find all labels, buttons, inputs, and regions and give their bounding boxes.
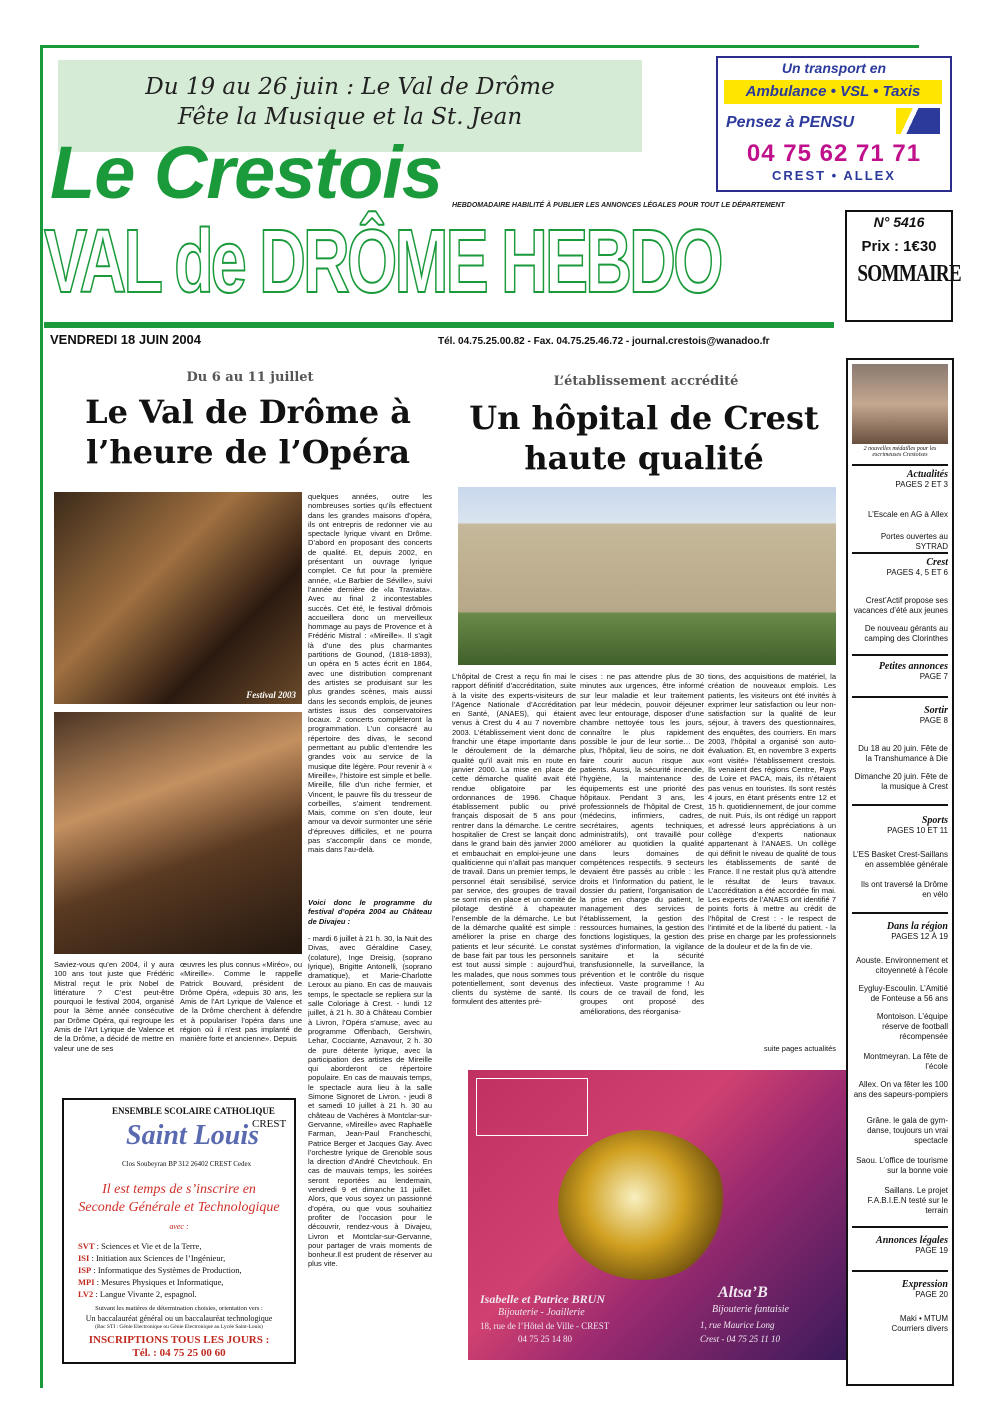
ad-right-name: Altsa’B	[718, 1284, 768, 1301]
article2-col1: L’hôpital de Crest a reçu fin mai le rapport définitif d’accréditation, suite à la visite des experts-visiteurs de l’Agence Nationale d’Accréditation en Santé, (ANAES), qui étaient venus à Crest du 4 au 7 novembre 2003. L’établissement vient donc de franchir une étape importante dans le déroulement de la démarche qualité qu’il avait mis en route en janvier 2000. La mise en place de cette démarche qualité avait été rendue obligatoire par les ordonnances de 1996. Chaque établissement public ou privé français disposait de 5 ans pour rentrer dans la démarche. Le centre hospitalier de Crest se lançait donc dans le grand bain dès janvier 2000 et embauchait en emploi-jeune une qualiticienne qui n’allait pas manquer de travail. Dans un premier temps, le personnel était sensibilisé, service par service, des groupes de travail se sont mis en place et un comité de pilotage destiné à chapeauter l’ensemble de la démarche. Le but de la démarche qualité est simple : améliorer la prise en charge des patients et leur sécurité. Le constat de base fait par tous les personnels est tout aussi simple : aujourd’hui, les malades, que nous sommes tous potentiellement, sont devenus des clients du système de santé. Ils formulent des attentes pré-	[452, 672, 576, 1007]
issue-box	[845, 210, 961, 322]
ad-left-type: Bijouterie - Joaillerie	[498, 1307, 585, 1318]
sidebar-item-petites-annonces[interactable]: Petites annonces PAGE 7	[878, 661, 948, 681]
article2-kicker: L’établissement accrédité	[553, 374, 739, 389]
list-item: MPI : Mesures Physiques et Informatique,	[78, 1277, 224, 1287]
list-item: SVT : Sciences et Vie et de la Terre,	[78, 1241, 202, 1251]
sidebar-item-sortir[interactable]: Sortir PAGE 8	[919, 705, 948, 725]
banner-line1: Du 19 au 26 juin : Le Val de Drôme	[145, 74, 555, 100]
ad-left-phone: 04 75 25 14 80	[518, 1334, 572, 1344]
ad-right-type: Bijouterie fantaisie	[712, 1304, 789, 1315]
list-item[interactable]: De nouveau gérants au camping des Clorinthes	[864, 624, 948, 643]
list-item[interactable]: Montoison. L’équipe réserve de football récompensée	[876, 1012, 948, 1041]
school-ad-line1: ENSEMBLE SCOLAIRE CATHOLIQUE	[112, 1106, 275, 1116]
list-item[interactable]: Saou. L’office de tourisme sur la bonne voie	[856, 1156, 948, 1175]
list-item[interactable]: L’Escale en AG à Allex	[867, 510, 948, 519]
sidebar-item-annonces-legales[interactable]: Annonces légales PAGE 19	[876, 1235, 948, 1255]
article2-col3: tions, des acquisitions de matériel, la création de nouveaux emplois. Les patients, les visiteurs ont été invités à exprimer leur satisfaction ou leur non-satisfaction sur la qualité de leur séjour, à travers des questionnaires, des enquêtes, des courriers. En mars 2003, l’hôpital a organisé son auto-évaluation. Et, en novembre 3 experts «ont visité» l’établissement crestois. Ils venaient des régions Centre, Pays de Loire et PACA, mais, ils n’étaient pas venus en touristes. Ils sont restés 4 jours, en étant présents entre 12 et 15 h. quotidiennement, de jour comme de nuit. Puis, ils ont rédigé un rapport et adressé leurs appréciations à un collège d’experts nationaux appartenant à l’ANAES. Un collège qui définit le niveau de qualité de tous les établissements de santé de France. Il ne restait plus qu’à attendre le résultat de leurs travaux. L’accréditation a été accordée fin mai. Les experts de l’ANAES ont identifié 7 points forts à mettre au crédit de l’hôpital de Crest : - le respect de l’intimité et de la liberté du patient. - la prise en charge par les professionnels de la douleur et de la fin de vie.	[708, 672, 836, 951]
ad-right-phone: Crest - 04 75 25 11 10	[700, 1334, 780, 1344]
list-item[interactable]: Grâne. le gala de gym-danse, toujours un vrai spectacle	[866, 1116, 948, 1145]
school-ad-headline1: Il est temps de s’inscrire en	[102, 1182, 256, 1197]
list-item[interactable]: Portes ouvertes au SYTRAD	[880, 532, 948, 551]
divider	[852, 654, 948, 656]
opera-photo-caption: Festival 2003	[246, 690, 296, 700]
banner-line2: Fête la Musique et la St. Jean	[177, 104, 523, 130]
divider	[852, 1270, 948, 1272]
article1-headline-line2: l’heure de l’Opéra	[86, 433, 410, 471]
issue-number: N° 5416	[873, 214, 925, 230]
school-ad-town: CREST	[252, 1118, 287, 1130]
list-item[interactable]: Allex. On va fêter les 100 ans des sapeurs-pompiers	[853, 1080, 948, 1099]
school-ad-list	[78, 1240, 242, 1300]
school-ad-headline2: Seconde Générale et Technologique	[78, 1200, 280, 1215]
list-item[interactable]: Ils ont traversé la Drôme en vélo	[860, 880, 948, 899]
list-item[interactable]: Maki • MTUM Courriers divers	[891, 1314, 948, 1333]
list-item[interactable]: Du 18 au 20 juin. Fête de la Transhumance à Die	[858, 744, 948, 763]
article2-headline[interactable]	[448, 398, 840, 478]
opera-photo-1	[54, 492, 302, 704]
transport-ad-phone: 04 75 62 71 71	[746, 140, 922, 167]
article2-headline-line2: haute qualité	[524, 439, 764, 477]
sidebar-item-crest[interactable]: Crest PAGES 4, 5 ET 6	[886, 557, 948, 577]
list-item[interactable]: L’ES Basket Crest-Saillans en assemblée générale	[852, 850, 948, 869]
divider	[852, 696, 948, 698]
issue-price: Prix : 1€30	[861, 238, 937, 255]
list-item[interactable]: Crest’Actif propose ses vacances d’été aux jeunes	[853, 596, 948, 615]
list-item[interactable]: Eygluy-Escoulin. L’Amitié de Fonteuse a 56 ans	[858, 984, 948, 1003]
ring-icon	[558, 1130, 728, 1280]
list-item[interactable]: Aouste. Environnement et citoyenneté à l’école	[855, 956, 948, 975]
divider	[852, 464, 948, 466]
article1-kicker: Du 6 au 11 juillet	[186, 370, 314, 385]
hospital-photo	[458, 487, 836, 665]
transport-ad-line2: Ambulance • VSL • Taxis	[724, 80, 942, 104]
sidebar-item-sports[interactable]: Sports PAGES 10 ET 11	[887, 815, 948, 835]
article1-col3: quelques années, outre les nombreuses sorties qu’ils effectuent dans les grandes maisons d’opéra, ils ont entrepris de redonner vie au spectacle lyrique vivant en Drôme. D’abord en proposant des concerts de qualité. Et, depuis 2002, en présentant un ouvrage lyrique complet. Ce fut pour la première année, «Le Barbier de Séville», suivi l’année dernière de «la Traviata». Avec au final 2 incontestables succès. Cet été, le festival drômois accueillera donc un merveilleux hommage au pays de Provence et à Frédéric Mistral : «Mireille». Il s’agit là d’une des plus charmantes partitions de Gounod, (1818-1893), un opéra en 5 actes écrit en 1864, avec une distribution comprenant des artistes se produisant sur les plus grandes scènes, mais aussi dans les seconds emplois, de jeunes artistes issus des conservatoires locaux. 2 concerts compléteront la programmation. L’un consacré au répertoire des divas, le second permettant au public d’entendre les grandes voix au service de la musique dite légère. Pour revenir à « Mireille», l’histoire est simple et belle. Mireille, fille d’un riche fermier, et Vincent, le pauvre fils du tresseur de corbeilles, s’aiment tendrement. Mais, comme on s’en doute, leur amour va devoir surmonter une série d’épreuves difficiles, et ne pourra pas s’accomplir dans ce monde, mais dans l’au-delà.	[308, 492, 432, 855]
sidebar-item-region[interactable]: Dans la région PAGES 12 À 19	[886, 921, 948, 941]
list-item: LV2 : Langue Vivante 2, espagnol.	[78, 1289, 197, 1299]
school-ad-name: Saint Louis	[126, 1120, 260, 1151]
transport-ad-towns: CREST • ALLEX	[772, 168, 896, 183]
ad-right-address: 1, rue Maurice Long	[700, 1320, 775, 1330]
masthead-title: Le Crestois	[50, 131, 443, 214]
list-item[interactable]: Montmeyran. La fête de l’école	[863, 1052, 948, 1071]
sommaire-sidebar	[846, 358, 954, 1386]
divider	[852, 552, 948, 554]
opera-photo-2	[54, 712, 302, 954]
school-ad-phone: Tél. : 04 75 25 00 60	[132, 1347, 226, 1359]
header-divider	[44, 322, 834, 328]
school-ad-bac-detail: (Bac STI : Génie Electronique ou Génie Electronique au Lycée Saint-Louis)	[95, 1324, 263, 1330]
ad-inset-frame	[476, 1078, 588, 1136]
masthead-subtitle: VAL de DRÔME HEBDO	[44, 212, 721, 312]
article2-more[interactable]: suite pages actualités	[763, 1044, 836, 1053]
article1-headline-line1: Le Val de Drôme à	[85, 393, 411, 431]
article1-headline[interactable]	[52, 392, 444, 472]
transport-ad[interactable]	[716, 56, 952, 192]
stripes-logo-icon	[896, 108, 940, 134]
transport-ad-line1: Un transport en	[781, 60, 887, 76]
programme-title: Voici donc le programme du festival d’opéra 2004 au Château de Divajeu :	[308, 898, 432, 926]
school-ad-inscriptions: INSCRIPTIONS TOUS LES JOURS :	[88, 1334, 270, 1346]
school-ad-note: Suivant les matières de détermination choisies, orientation vers :	[95, 1305, 263, 1312]
school-ad-address: Clos Soubeyran BP 312 26402 CREST Cedex	[122, 1160, 252, 1168]
divider	[852, 1226, 948, 1228]
ad-left-address: 18, rue de l’Hôtel de Ville - CREST	[480, 1321, 610, 1331]
dateline: VENDREDI 18 JUIN 2004	[50, 332, 202, 347]
school-ad[interactable]	[62, 1098, 296, 1364]
divider	[852, 912, 948, 914]
list-item[interactable]: Saillans. Le projet F.A.B.I.E.N testé sur le terrain	[867, 1186, 948, 1215]
article1-col1: Saviez-vous qu’en 2004, il y aura 100 ans tout juste que Frédéric Mistral reçut le prix Nobel de littérature ? C’est peut-être pourquoi le festival 2004, organisé pour la 3ème année consécutive par Drôme Opéra, qui regroupe les Amis de l’Art Lyrique de Valence et de la Drôme, a décidé de mettre en valeur une de ses	[54, 960, 174, 1053]
school-ad-bac: Un baccalauréat général ou un baccalauréat technologique	[85, 1314, 273, 1323]
list-item[interactable]: Dimanche 20 juin. Fête de la musique à Crest	[854, 772, 948, 791]
sidebar-item-expression[interactable]: Expression PAGE 20	[901, 1279, 948, 1299]
sidebar-item-actualites[interactable]: Actualités PAGES 2 ET 3	[895, 469, 948, 489]
ad-left-name: Isabelle et Patrice BRUN	[480, 1292, 605, 1306]
article2-headline-line1: Un hôpital de Crest	[469, 399, 819, 437]
list-item: ISI : Initiation aux Sciences de l’Ingénieur,	[78, 1253, 226, 1263]
article1-col2: œuvres les plus connus «Miréo», ou «Mireille». Comme le rappelle Patrick Bouvard, président de Drôme Opéra, «depuis 30 ans, les Amis de l’Art Lyrique de Valence et de la Drôme cherchent à défendre et à populariser l’opéra dans une région où il n’est pas implanté de manière forte et ancienne». Depuis	[180, 960, 302, 1044]
masthead-tagline: HEBDOMADAIRE HABILITÉ À PUBLIER LES ANNONCES LÉGALES POUR TOUT LE DÉPARTEMENT	[452, 202, 785, 209]
jewellery-ad[interactable]	[468, 1070, 846, 1360]
list-item: ISP : Informatique des Systèmes de Production,	[78, 1265, 242, 1275]
contact-line: Tél. 04.75.25.00.82 - Fax. 04.75.25.46.72 - journal.crestois@wanadoo.fr	[438, 336, 770, 347]
divider	[852, 804, 948, 806]
school-ad-avec: avec :	[169, 1222, 189, 1231]
fencers-photo-caption: 2 nouvelles médailles pour les escrimeuses Crestoises	[863, 446, 937, 458]
sommaire-label: SOMMAIRE	[857, 261, 961, 287]
transport-ad-line3: Pensez à PENSU	[726, 114, 855, 131]
article2-col2: cises : ne pas attendre plus de 30 minutes aux urgences, être informé sur leur maladie et leur traitement par leur médecin, pouvoir déjeuner avec leur entourage, disposer d’une chambre nettoyée tous les jours, connaître le plus rapidement possible le jour de leur sortie… De plus, l’hôpital, lieu de soins, ne doit faire courir aucun risque aux patients. Aussi, la sécurité incendie, l’hygiène, la maintenance des équipements est une priorité des hôpitaux. Pendant 3 ans, les professionnels de l’hôpital de Crest, (médecins, infirmiers, cadres, secrétaires, agents techniques, administratifs), ont travaillé pour améliorer au quotidien la qualité dans leurs domaines de compétences respectifs. 9 secteurs devaient être passés au crible : les droits et l’information du patient, le dossier du patient, l’organisation de la prise en charge du patient, le management des services de l’établissement, la gestion des ressources humaines, la gestion des fonctions logistiques, la gestion des systèmes d’information, la vigilance sanitaire et la sécurité transfusionnelle, la surveillance, la prévention et le contrôle du risque infectieux. Vaste programme ! Au cours de ce travail de fond, les groupes ont proposé des améliorations, des réorganisa-	[580, 672, 704, 1016]
fencers-photo	[852, 364, 948, 444]
programme-text: - mardi 6 juillet à 21 h. 30, la Nuit des Divas, avec Géraldine Casey, (colature), Inge Dreisig, (soprano lyrique), Brigitte Antonelli, (soprano dramatique), et Marie-Charlotte Leroux au piano. En cas de mauvais temps, le spectacle se replierа sur la salle Coloriage à Crest. - lundi 12 juillet, à 21 h. 30 à Château Combier à Livron, l’Opéra s’amuse, avec au programme Offenbach, Gershwin, Lehar, Cocciante, Aznavour, 2 h. 30 de pure détente lyrique, avec la participation des artistes de Mireille qui aborderont ce répertoire populaire. En cas de mauvais temps, le spectacle aura lieu à la salle Simone Signoret de Livron. - jeudi 8 et samedi 10 juillet à 21 h. 30 au château de Vachères à Montclar-sur-Gervanne, «Mireille» avec Raphaëlle Farman, Jean-Paul Francheschi, Patrice Berger et Jacques Gay. Avec l’orchestre lyrique de Grenoble sous la direction d’André Chevtchouk. En cas de mauvais temps, les soirées seront reportées au lendemain, vendredi 9 et dimanche 11 juillet. Alors, que vous soyez un passionné d’opéra, ou que vous souhaitiez profiter de l’occasion pour le découvrir, rendez-vous à Divajeu, Livron et Montclar-sur-Gervanne, pour partager de vrais moments de bonheur.Il est prudent de réserver au plus vite.	[308, 934, 432, 1269]
